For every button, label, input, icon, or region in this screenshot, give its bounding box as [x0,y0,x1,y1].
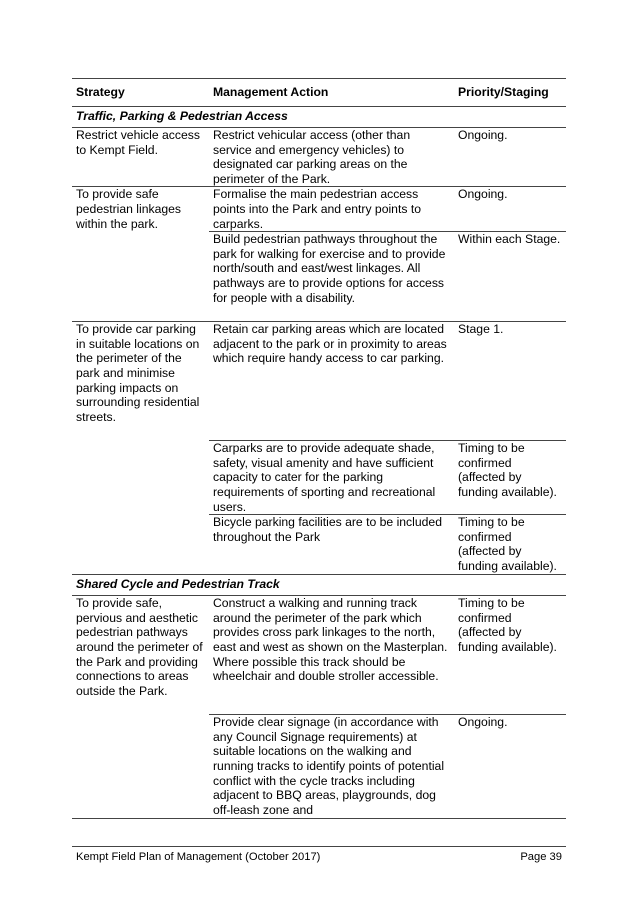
action-cell: Construct a walking and running track around the perimeter of the park which provides cross park linkages to the north, east and west as shown on the Masterplan. Where possible this track should be wheelchair and double stroller accessible. [209,596,454,715]
strategy-cell: Restrict vehicle access to Kempt Field. [72,128,209,187]
footer-page-number: Page 39 [520,851,562,863]
priority-cell: Stage 1. [454,322,566,441]
section-title: Traffic, Parking & Pedestrian Access [72,107,566,128]
strategy-cell: To provide car parking in suitable locations on the perimeter of the park and minimise parking impacts on surrounding residential streets. [72,322,209,575]
priority-cell: Timing to be confirmed (affected by funding available). [454,515,566,575]
strategy-cell: To provide safe, pervious and aesthetic pedestrian pathways around the perimeter of the Park and providing connections to areas outside the Park. [72,596,209,819]
header-management-action: Management Action [209,79,454,107]
action-cell: Bicycle parking facilities are to be included throughout the Park [209,515,454,575]
action-cell: Retain car parking areas which are located adjacent to the park or in proximity to areas which require handy access to car parking. [209,322,454,441]
action-cell: Restrict vehicular access (other than service and emergency vehicles) to designated car parking areas on the perimeter of the Park. [209,128,454,187]
management-actions-table [72,78,566,819]
footer-document-title: Kempt Field Plan of Management (October 2017) [76,851,321,863]
footer-divider [72,846,566,847]
table-row [72,128,566,187]
action-cell: Formalise the main pedestrian access points into the Park and entry points to carparks. [209,187,454,232]
priority-cell: Ongoing. [454,187,566,232]
priority-cell: Ongoing. [454,715,566,819]
table-header-row [72,79,566,107]
strategy-cell: To provide safe pedestrian linkages within the park. [72,187,209,322]
priority-cell: Ongoing. [454,128,566,187]
action-cell: Build pedestrian pathways throughout the park for walking for exercise and to provide north/south and east/west linkages. All pathways are to provide options for access for people with a disability. [209,232,454,322]
section-heading-row [72,107,566,128]
priority-cell: Timing to be confirmed (affected by funding available). [454,441,566,515]
action-cell: Provide clear signage (in accordance with any Council Signage requirements) at suitable locations on the walking and running tracks to identify points of potential conflict with the cycle tracks including adjacent to BBQ areas, playgrounds, dog off-leash zone and [209,715,454,819]
table-row [72,322,566,441]
table-row [72,596,566,715]
section-title: Shared Cycle and Pedestrian Track [72,575,566,596]
priority-cell: Within each Stage. [454,232,566,322]
action-cell: Carparks are to provide adequate shade, safety, visual amenity and have sufficient capacity to cater for the parking requirements of sporting and recreational users. [209,441,454,515]
header-priority-staging: Priority/Staging [454,79,566,107]
priority-cell: Timing to be confirmed (affected by funding available). [454,596,566,715]
header-strategy: Strategy [72,79,209,107]
section-heading-row [72,575,566,596]
table-row [72,187,566,232]
